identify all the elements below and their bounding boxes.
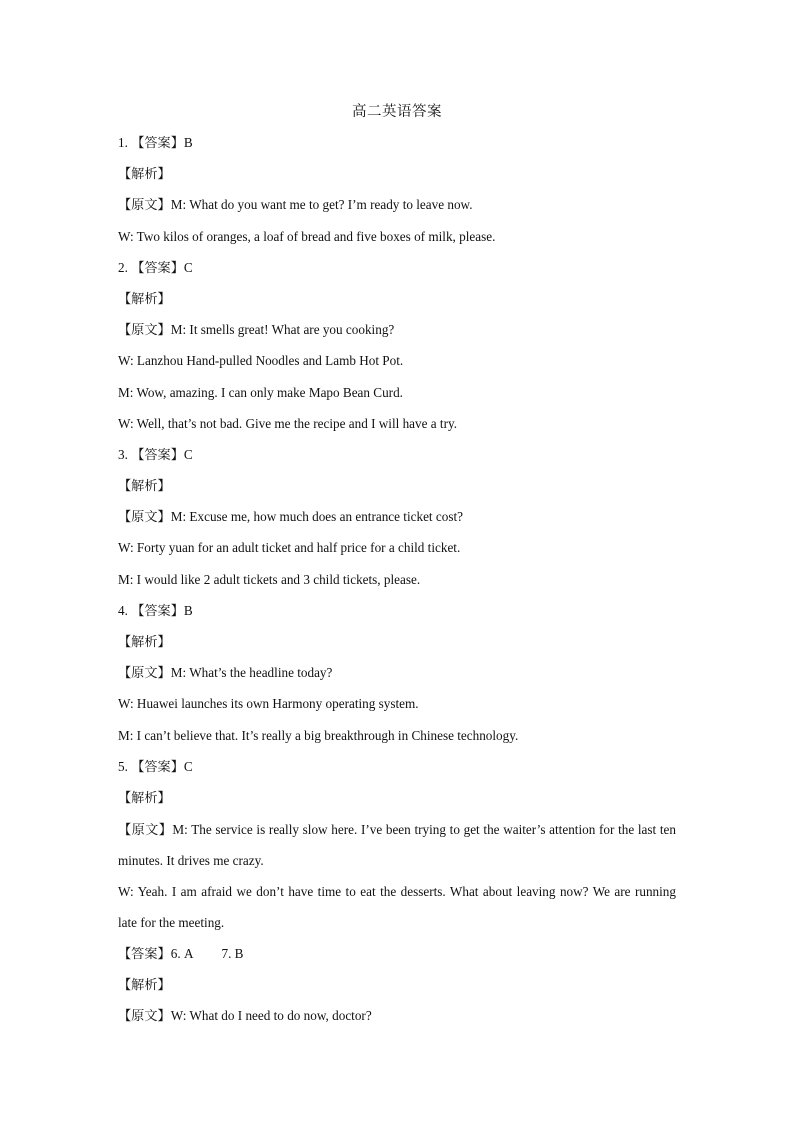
answer-line-q1: 1. 【答案】B [118,135,193,150]
transcript-line: M: I would like 2 adult tickets and 3 child tickets, please. [118,571,421,587]
transcript-line: 【原文】M: What’s the headline today? [118,665,333,681]
transcript-line: 【原文】M: What do you want me to get? I’m ready to leave now. [118,197,473,213]
answer-line-q6-q7 [118,944,676,975]
analysis-label: 【解析】 [118,478,171,494]
transcript-line: M: I can’t believe that. It’s really a big breakthrough in Chinese technology. [118,727,519,743]
answer-line-q3: 3. 【答案】C [118,446,193,462]
transcript-line: W: Huawei launches its own Harmony operating system. [118,696,419,712]
answer-content [118,133,676,1038]
answer-q6: 6. A [170,945,194,961]
answer-line-q4: 4. 【答案】B [118,602,193,618]
transcript-paragraph: 【原文】M: The service is really slow here. I’ve been trying to get the waiter’s attention for the last ten minutes. It drives me crazy. [118,821,676,868]
transcript-paragraph: W: Yeah. I am afraid we don’t have time to eat the desserts. What about leaving now? We are running late for the meeting. [118,883,676,931]
transcript-line: M: Wow, amazing. I can only make Mapo Bean Curd. [118,384,403,400]
analysis-label: 【解析】 [118,977,171,993]
transcript-line: 【原文】M: Excuse me, how much does an entrance ticket cost? [118,509,463,525]
transcript-line: W: Forty yuan for an adult ticket and half price for a child ticket. [118,540,461,556]
analysis-label: 【解析】 [118,290,171,306]
transcript-line: W: Lanzhou Hand-pulled Noodles and Lamb Hot Pot. [118,353,404,369]
transcript-line: 【原文】W: What do I need to do now, doctor? [118,1008,372,1024]
answer-prefix: 【答案】 [118,945,171,961]
transcript-line: 【原文】M: It smells great! What are you cooking? [118,322,395,338]
answer-line-q5: 5. 【答案】C [118,758,193,774]
transcript-line: W: Two kilos of oranges, a loaf of bread and five boxes of milk, please. [118,228,496,244]
analysis-label: 【解析】 [118,166,171,182]
answer-q7: 7. B [221,945,244,961]
analysis-label: 【解析】 [118,789,171,805]
analysis-label: 【解析】 [118,634,171,649]
transcript-line: W: Well, that’s not bad. Give me the recipe and I will have a try. [118,415,458,431]
document-title: 高二英语答案 [352,104,442,120]
answer-line-q2: 2. 【答案】C [118,259,193,275]
